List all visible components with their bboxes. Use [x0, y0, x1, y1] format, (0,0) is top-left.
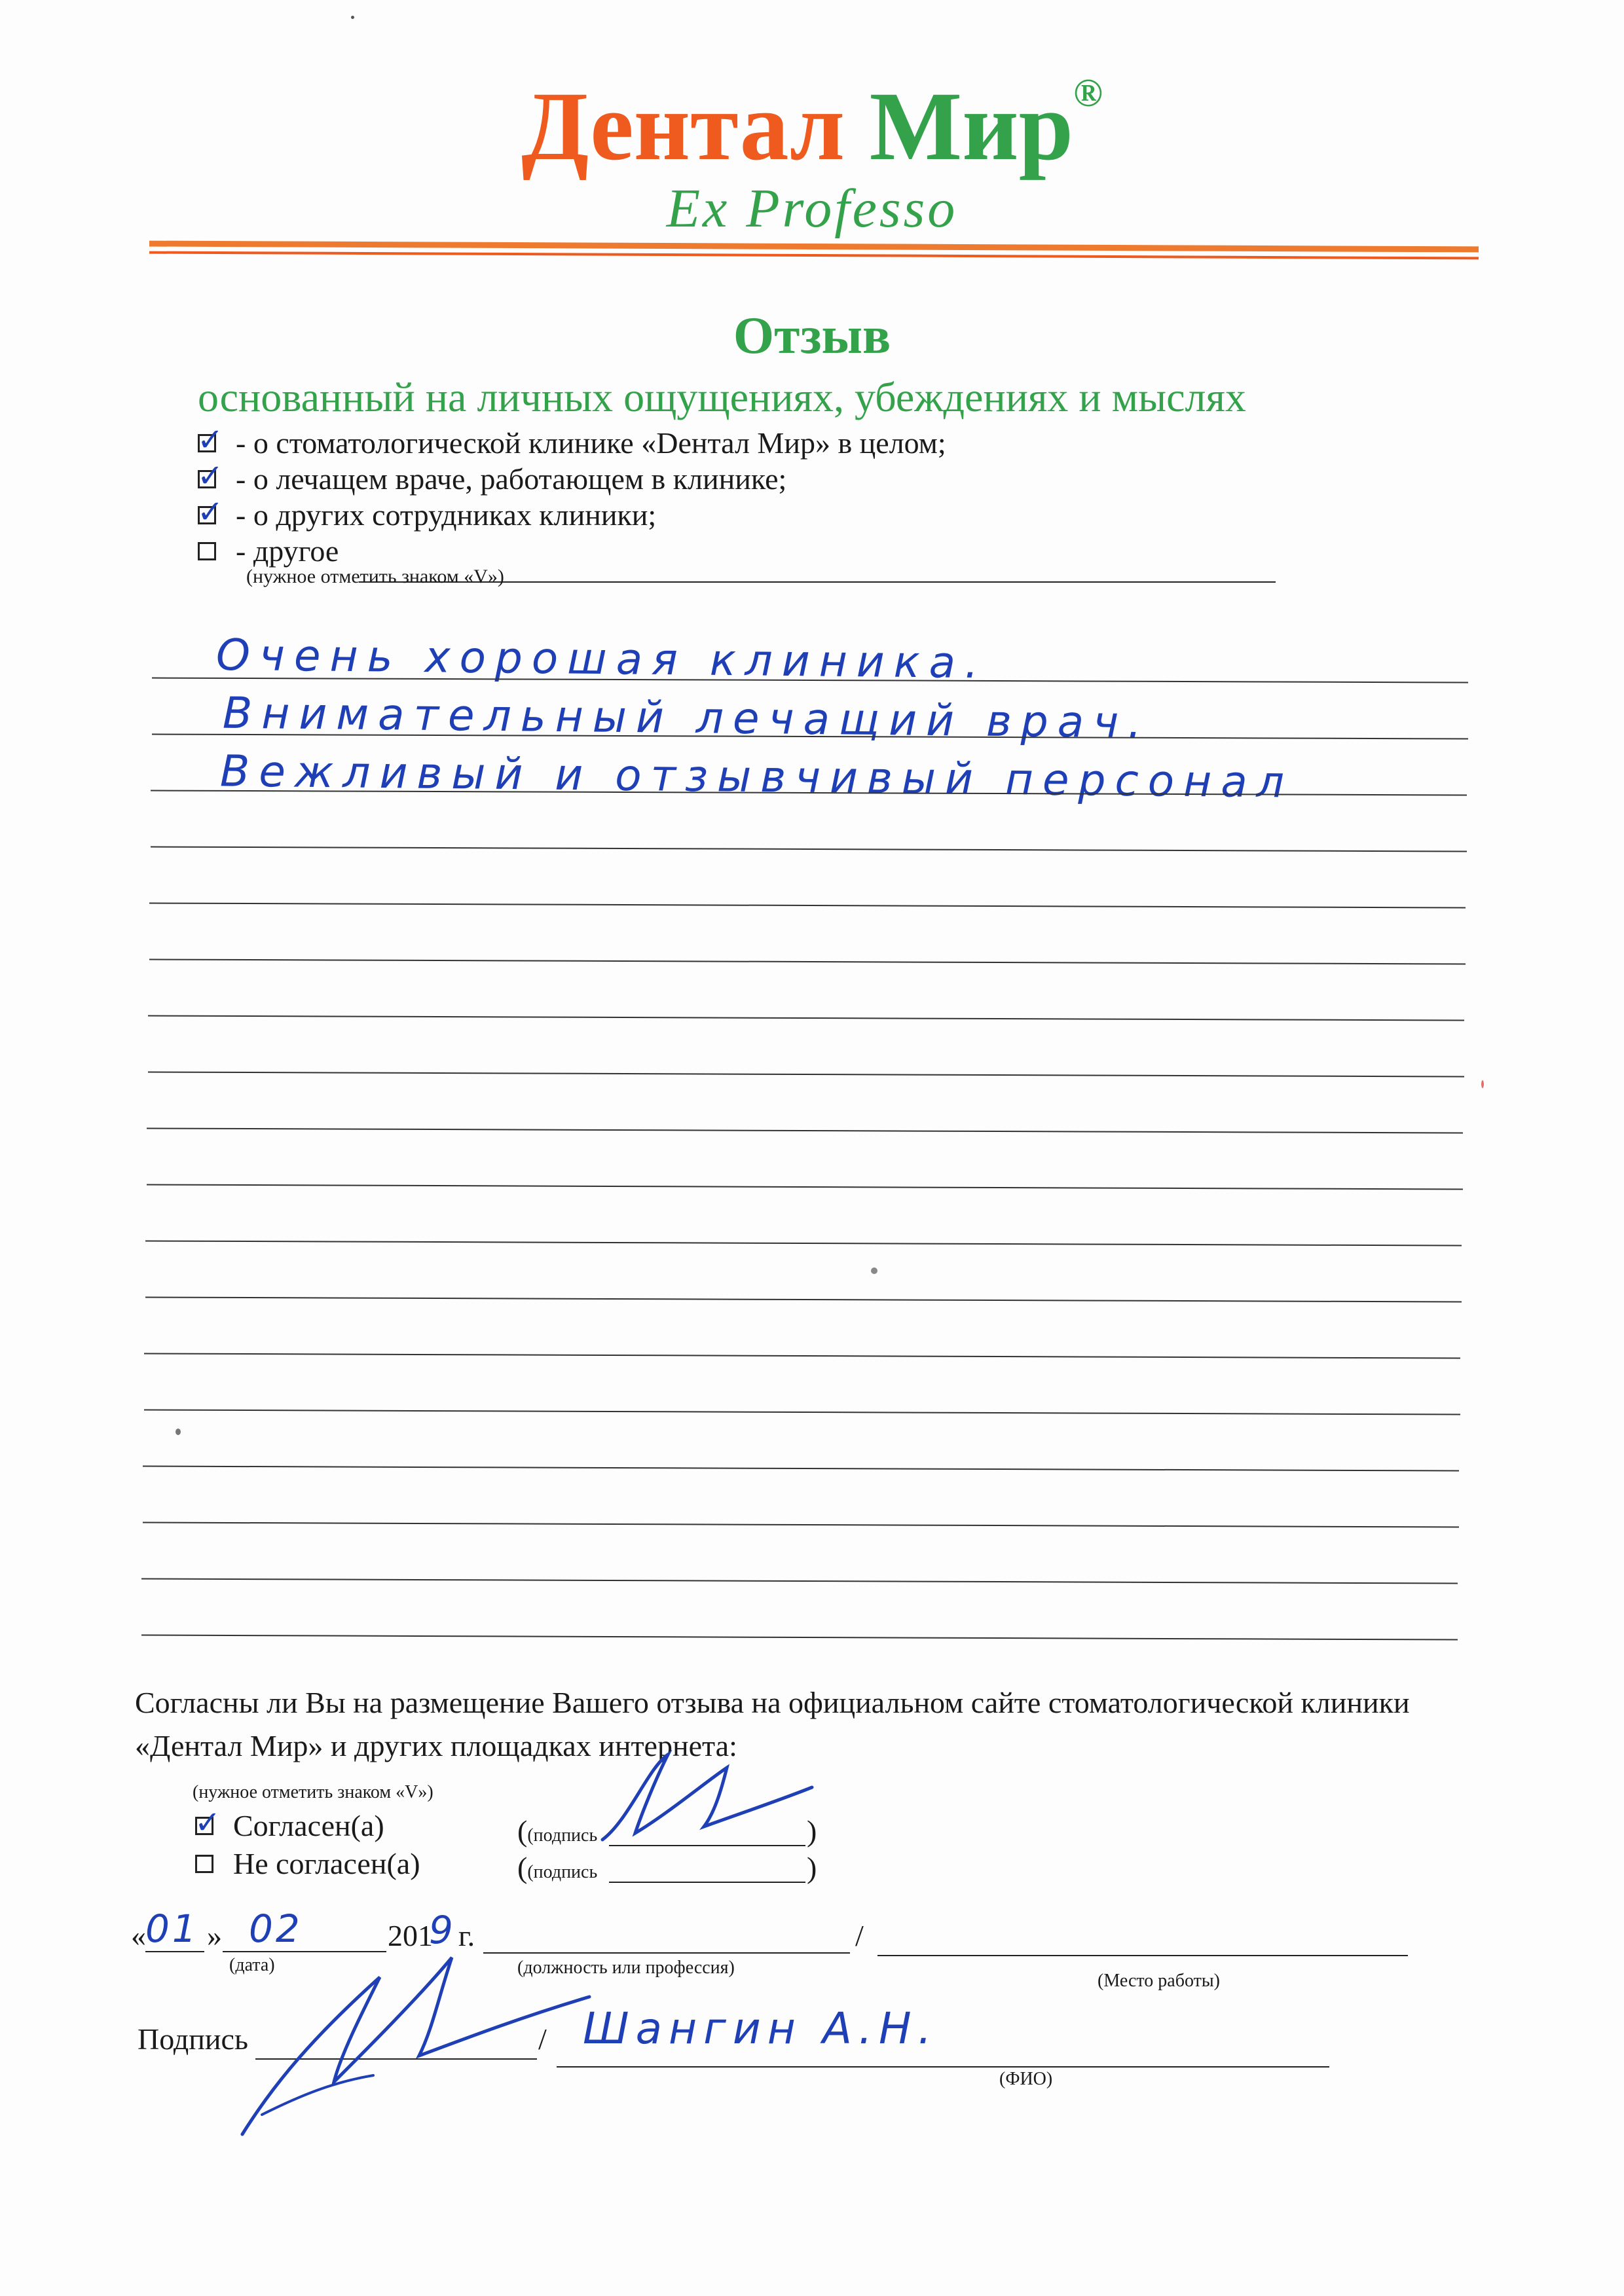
handwritten-line-1: Очень хорошая клиника.: [215, 629, 988, 689]
date-month[interactable]: 02: [249, 1906, 303, 1951]
ruled-line: [148, 1015, 1464, 1021]
option-doctor[interactable]: [197, 457, 787, 496]
header-divider: [149, 241, 1479, 253]
consent-agree[interactable]: [194, 1804, 384, 1843]
signer-signature: [223, 1918, 629, 2147]
option-label: - о лечащем враче, работающем в клинике;: [236, 462, 787, 496]
header-divider-thin: [149, 251, 1479, 260]
ruled-line: [145, 1296, 1462, 1302]
check-mark-icon: ✓: [194, 1804, 221, 1841]
disagree-label: Не согласен(а): [233, 1847, 420, 1880]
year-prefix: 201: [388, 1919, 433, 1952]
handwritten-line-2: Внимательный лечащий врач.: [222, 687, 1151, 748]
ruled-line: [141, 1578, 1458, 1584]
disagree-signature-line[interactable]: [609, 1882, 805, 1883]
signature-hint-open: ((подпись: [517, 1814, 598, 1848]
option-staff[interactable]: [197, 493, 657, 532]
ruled-line: [145, 1240, 1462, 1246]
disagree-signature-field[interactable]: [517, 1850, 597, 1885]
ruled-line: [141, 1634, 1458, 1640]
scan-speck: [871, 1267, 877, 1274]
signature-label: Подпись: [138, 2022, 248, 2056]
signature-slash: /: [538, 2022, 547, 2056]
checkbox-agree[interactable]: [194, 1804, 221, 1841]
ruled-line: [151, 846, 1467, 852]
option-label: - о стоматологической клинике «Dентал Мир» в целом;: [236, 426, 946, 460]
clinic-logo: [0, 71, 1624, 181]
year-suffix: г.: [458, 1919, 475, 1952]
agree-label: Согласен(а): [233, 1809, 384, 1842]
consent-signature: [589, 1741, 825, 1853]
registered-mark: ®: [1073, 71, 1103, 115]
ruled-line: [143, 1522, 1459, 1527]
checkbox-disagree[interactable]: [195, 1855, 213, 1873]
date-open-quote: «: [131, 1919, 146, 1952]
ruled-line: [148, 1071, 1464, 1077]
checkbox-doctor[interactable]: [197, 457, 224, 494]
consent-hint: (нужное отметить знаком «V»): [193, 1782, 434, 1802]
checkbox-clinic[interactable]: [197, 421, 224, 458]
check-mark-icon: ✓: [197, 457, 224, 494]
date-day[interactable]: 01: [145, 1906, 199, 1951]
option-clinic[interactable]: [197, 421, 946, 460]
name-hint: (ФИО): [999, 2069, 1053, 2089]
paren-close: ): [807, 1851, 817, 1884]
year-digit[interactable]: 9: [429, 1908, 453, 1952]
date-hint: (дата): [229, 1955, 275, 1975]
option-other[interactable]: [198, 534, 339, 568]
signature-hint-open: ((подпись: [517, 1851, 598, 1884]
checkbox-other[interactable]: [198, 542, 216, 560]
check-mark-icon: ✓: [197, 493, 224, 530]
ruled-line: [149, 958, 1466, 964]
date-close-quote: »: [207, 1919, 222, 1952]
option-label: - о других сотрудниках клиники;: [236, 498, 657, 532]
form-title: Отзыв: [733, 307, 891, 365]
profession-hint: (должность или профессия): [517, 1958, 735, 1978]
day-line: [145, 1951, 204, 1952]
scan-speck: [351, 16, 354, 19]
workplace-line[interactable]: [877, 1955, 1408, 1956]
option-label: - другое: [236, 534, 339, 568]
logo-word-mir: Мир: [869, 72, 1074, 181]
ruled-line: [143, 1465, 1459, 1471]
checkbox-staff[interactable]: [197, 493, 224, 530]
handwritten-line-3: Вежливый и отзывчивый персонал: [219, 746, 1294, 808]
agree-signature-field[interactable]: [517, 1813, 597, 1848]
form-subtitle: основанный на личных ощущениях, убеждениях и мыслях: [198, 374, 1246, 420]
paren-close: ): [807, 1814, 817, 1848]
consent-disagree[interactable]: [195, 1846, 420, 1881]
ruled-line: [144, 1409, 1460, 1415]
name-line[interactable]: [557, 2066, 1329, 2068]
ruled-line: [149, 902, 1466, 908]
options-hint: (нужное отметить знаком «V»): [246, 566, 504, 587]
check-mark-icon: ✓: [197, 421, 224, 458]
ruled-line: [147, 1127, 1463, 1133]
ruled-line: [144, 1353, 1460, 1358]
ruled-line: [147, 1184, 1463, 1190]
logo-motto: Ex Professo: [666, 178, 958, 239]
workplace-hint: (Место работы): [1098, 1971, 1220, 1991]
slash: /: [855, 1919, 864, 1952]
signer-name[interactable]: Шангин А.Н.: [583, 2003, 938, 2054]
consent-question: Согласны ли Вы на размещение Вашего отзыва на официальном сайте стоматологической клиники «Дентал Мир» и других площадках интернета:: [135, 1686, 1410, 1762]
logo-word-dental: Дентал: [521, 72, 845, 181]
scan-speck: [175, 1429, 181, 1435]
scan-speck: [1481, 1080, 1484, 1088]
